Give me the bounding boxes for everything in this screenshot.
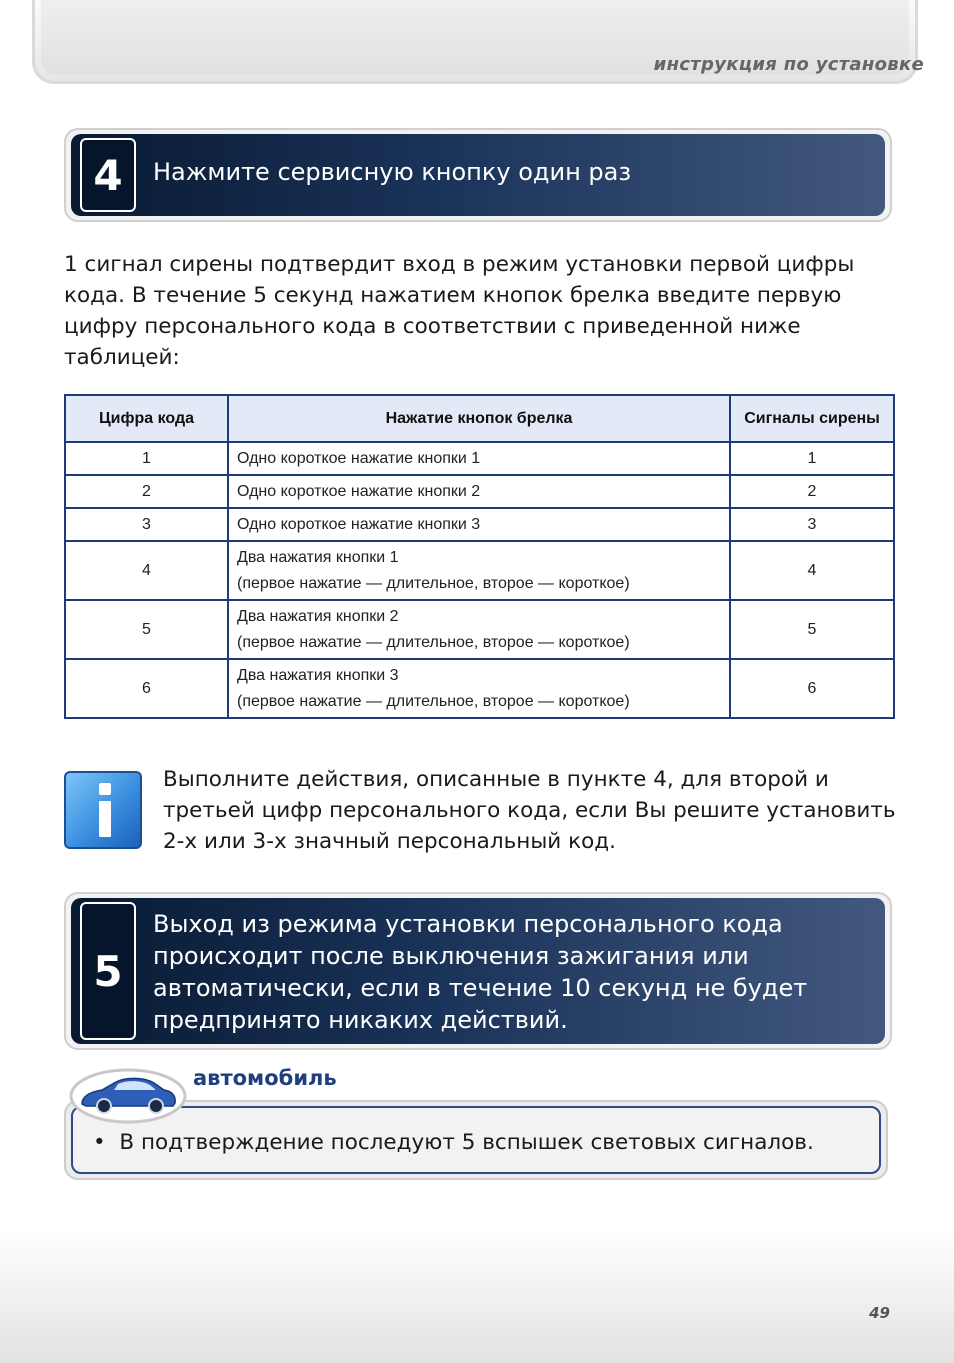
- cell-press-main: Два нажатия кнопки 1: [237, 548, 399, 566]
- cell-digit: 3: [65, 508, 228, 541]
- bullet: •: [93, 1130, 106, 1155]
- intro-line: таблицей:: [64, 345, 180, 370]
- step-4-banner: [64, 128, 892, 222]
- cell-signals: 5: [730, 600, 894, 659]
- page-number: 49: [869, 1304, 890, 1322]
- cell-press: [228, 659, 730, 718]
- cell-signals: 1: [730, 442, 894, 475]
- car-note-text: В подтверждение последуют 5 вспышек световых сигналов.: [119, 1130, 814, 1155]
- cell-press-note: (первое нажатие — длительное, второе — короткое): [237, 692, 630, 710]
- intro-line: цифру персонального кода в соответствии с приведенной ниже: [64, 314, 801, 339]
- step-5-line: предпринято никаких действий.: [153, 1006, 568, 1034]
- cell-press-main: Два нажатия кнопки 3: [237, 666, 399, 684]
- step-5-number: 5: [80, 902, 136, 1040]
- info-note: [163, 764, 903, 857]
- table-row: [65, 442, 894, 475]
- step-5-banner: [64, 892, 892, 1050]
- table-row: [65, 600, 894, 659]
- info-line: Выполните действия, описанные в пункте 4, для второй и: [163, 767, 829, 792]
- cell-press: Одно короткое нажатие кнопки 1: [228, 442, 730, 475]
- intro-line: кода. В течение 5 секунд нажатием кнопок брелка введите первую: [64, 283, 842, 308]
- cell-press-note: (первое нажатие — длительное, второе — короткое): [237, 633, 630, 651]
- cell-press: [228, 541, 730, 600]
- cell-digit: 2: [65, 475, 228, 508]
- cell-press: Одно короткое нажатие кнопки 3: [228, 508, 730, 541]
- step-4-title: Нажмите сервисную кнопку один раз: [153, 158, 632, 186]
- table-row: [65, 508, 894, 541]
- cell-press: [228, 600, 730, 659]
- cell-press-note: (первое нажатие — длительное, второе — короткое): [237, 574, 630, 592]
- step-5-text: [153, 908, 865, 1036]
- cell-digit: 6: [65, 659, 228, 718]
- car-section-label: автомобиль: [193, 1066, 337, 1090]
- column-header-digit: Цифра кода: [65, 395, 228, 442]
- header-title: инструкция по установке: [653, 54, 924, 75]
- car-note-item: [93, 1130, 814, 1155]
- cell-signals: 3: [730, 508, 894, 541]
- step-5-bar: [71, 898, 885, 1044]
- table-header-row: [65, 395, 894, 442]
- info-line: третьей цифр персонального кода, если Вы решите установить: [163, 798, 896, 823]
- cell-digit: 4: [65, 541, 228, 600]
- info-line: 2-х или 3-х значный персональный код.: [163, 829, 616, 854]
- step-5-line: Выход из режима установки персонального кода: [153, 910, 783, 938]
- cell-signals: 4: [730, 541, 894, 600]
- cell-digit: 1: [65, 442, 228, 475]
- cell-digit: 5: [65, 600, 228, 659]
- car-note-inner: [71, 1106, 881, 1174]
- cell-press: Одно короткое нажатие кнопки 2: [228, 475, 730, 508]
- footer-band: [0, 1230, 954, 1363]
- info-icon-dot: [99, 783, 111, 795]
- car-icon: [68, 1066, 188, 1124]
- intro-paragraph: [64, 249, 874, 373]
- step-4-number: 4: [80, 138, 136, 212]
- column-header-press: Нажатие кнопок брелка: [228, 395, 730, 442]
- code-table: [64, 394, 895, 719]
- table-row: [65, 541, 894, 600]
- step-4-bar: [71, 134, 885, 216]
- table-row: [65, 659, 894, 718]
- intro-line: 1 сигнал сирены подтвердит вход в режим установки первой цифры: [64, 252, 855, 277]
- step-5-line: автоматически, если в течение 10 секунд не будет: [153, 974, 808, 1002]
- info-icon-stem: [99, 801, 111, 837]
- step-5-line: происходит после выключения зажигания или: [153, 942, 749, 970]
- column-header-signals: Сигналы сирены: [730, 395, 894, 442]
- cell-signals: 2: [730, 475, 894, 508]
- table-row: [65, 475, 894, 508]
- info-icon: [64, 771, 142, 849]
- cell-press-main: Два нажатия кнопки 2: [237, 607, 399, 625]
- cell-signals: 6: [730, 659, 894, 718]
